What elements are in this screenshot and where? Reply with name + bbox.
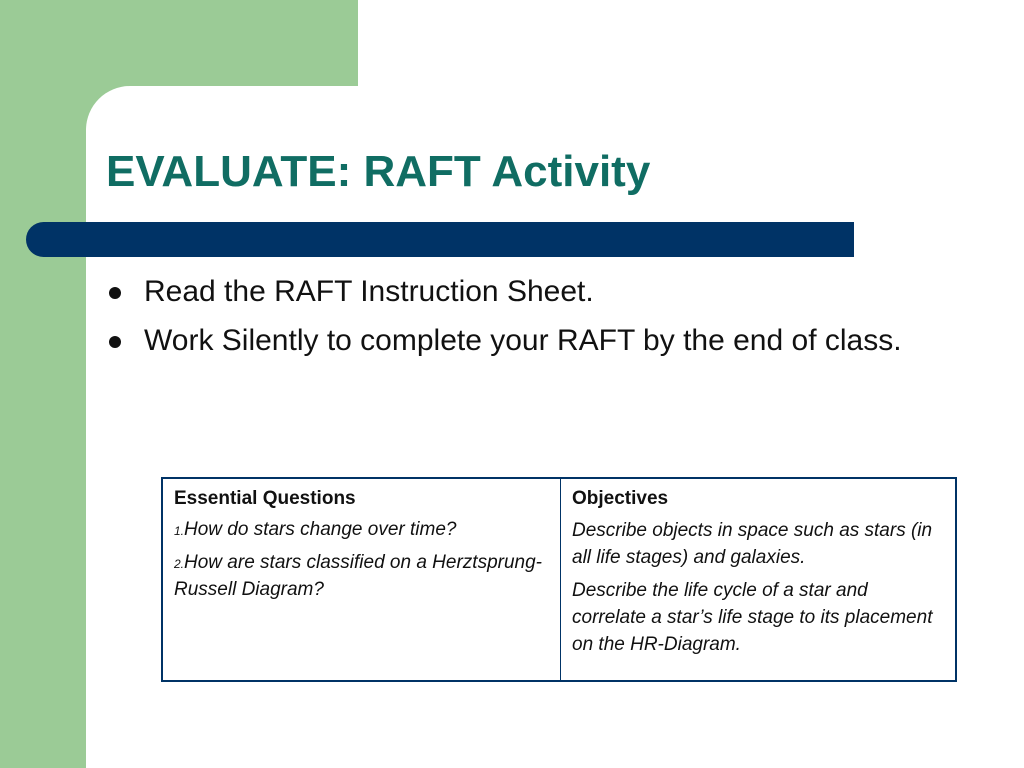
- bullet-item: [106, 321, 936, 360]
- objective-item: Describe objects in space such as stars (in all life stages) and galaxies.: [572, 520, 933, 568]
- objective-item: Describe the life cycle of a star and correlate a star’s life stage to its placement on the HR-Diagram.: [572, 580, 933, 655]
- bullet-dot-icon: [109, 287, 121, 299]
- objectives-heading: Objectives: [572, 488, 669, 509]
- slide-title: EVALUATE: RAFT Activity: [106, 147, 651, 196]
- bullet-text: Work Silently to complete your RAFT by the end of class.: [144, 324, 902, 357]
- bullet-dot-icon: [109, 336, 121, 348]
- objectives-cell: [561, 479, 955, 680]
- question-item: [174, 550, 549, 603]
- essential-questions-cell: [163, 479, 561, 680]
- question-number: 1.: [174, 524, 185, 538]
- essential-questions-heading: Essential Questions: [174, 488, 356, 509]
- question-number: 2.: [174, 557, 185, 571]
- bullet-list: [106, 272, 936, 370]
- title-underline-bar: [26, 222, 854, 257]
- bullet-text: Read the RAFT Instruction Sheet.: [144, 275, 594, 308]
- questions-objectives-table: [161, 477, 957, 682]
- bullet-item: [106, 272, 936, 311]
- question-text: How do stars change over time?: [184, 519, 457, 540]
- question-text: How are stars classified on a Herztsprung-Russell Diagram?: [174, 552, 542, 600]
- question-item: [174, 517, 549, 544]
